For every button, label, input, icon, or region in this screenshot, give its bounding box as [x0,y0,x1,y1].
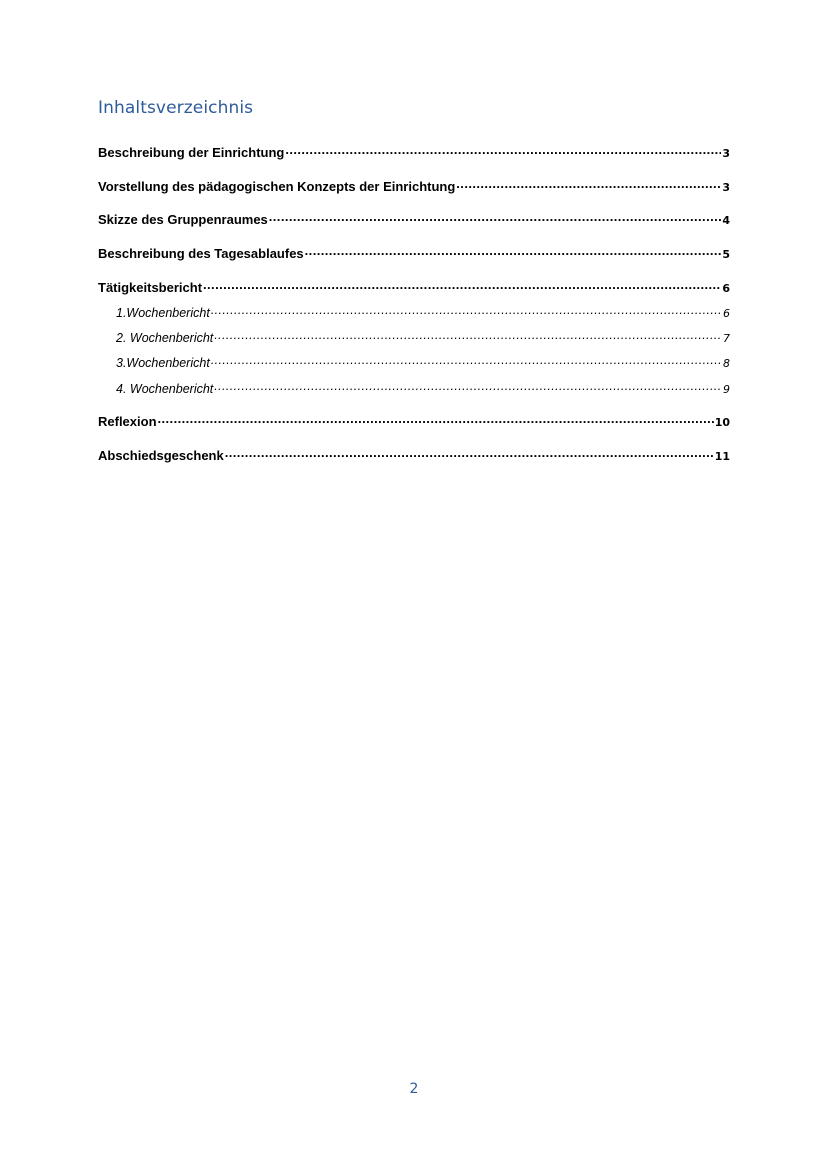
page-number: 2 [409,1081,419,1097]
toc-entry-wochenbericht-4[interactable] [116,380,730,396]
toc-entry-page-number: 6 [722,282,730,295]
toc-entry-label: 3.Wochenbericht [116,355,210,370]
toc-entry-tagesablauf[interactable] [98,245,730,261]
toc-entry-wochenbericht-2[interactable] [116,329,730,345]
toc-entry-label: 2. Wochenbericht [116,330,214,345]
toc-dot-leader [285,144,721,157]
toc-dot-leader [456,178,721,191]
toc-entry-page-number: 6 [723,306,730,320]
toc-dot-leader [158,413,714,426]
toc-entry-abschiedsgeschenk[interactable] [98,447,730,463]
toc-entry-wochenbericht-3[interactable] [116,354,730,370]
toc-dot-leader [214,329,722,342]
toc-entry-label: 1.Wochenbericht [116,305,210,320]
toc-dot-leader [211,304,722,317]
toc-dot-leader [203,279,721,292]
toc-entry-page-number: 11 [714,450,730,463]
toc-entry-page-number: 7 [723,331,730,345]
toc-entry-label: Beschreibung der Einrichtung [98,145,285,160]
toc-entry-wochenbericht-1[interactable] [116,304,730,320]
toc-entry-skizze-gruppenraum[interactable] [98,211,730,227]
toc-entry-paedagogisches-konzept[interactable] [98,178,730,194]
toc-dot-leader [214,380,722,393]
toc-entry-page-number: 10 [714,416,730,429]
toc-entry-page-number: 5 [722,248,730,261]
toc-entry-label: 4. Wochenbericht [116,381,214,396]
toc-title: Inhaltsverzeichnis [98,98,254,118]
toc-entry-label: Tätigkeitsbericht [98,280,203,295]
toc-entry-page-number: 4 [722,214,730,227]
toc-entry-label: Skizze des Gruppenraumes [98,212,268,227]
toc-entry-page-number: 3 [722,147,730,160]
toc-dot-leader [269,211,722,224]
toc-entry-label: Vorstellung des pädagogischen Konzepts der Einrichtung [98,179,456,194]
toc-entry-label: Beschreibung des Tagesablaufes [98,246,304,261]
toc-entry-beschreibung-einrichtung[interactable] [98,144,730,160]
toc-entry-taetigkeitsbericht[interactable] [98,279,730,295]
toc-dot-leader [211,354,722,367]
toc-entry-page-number: 8 [723,356,730,370]
toc-dot-leader [225,447,714,460]
toc-entry-page-number: 9 [723,382,730,396]
toc-entry-label: Abschiedsgeschenk [98,448,224,463]
toc-dot-leader [305,245,722,258]
toc-entry-label: Reflexion [98,414,157,429]
toc-entry-reflexion[interactable] [98,413,730,429]
toc-entry-page-number: 3 [722,181,730,194]
